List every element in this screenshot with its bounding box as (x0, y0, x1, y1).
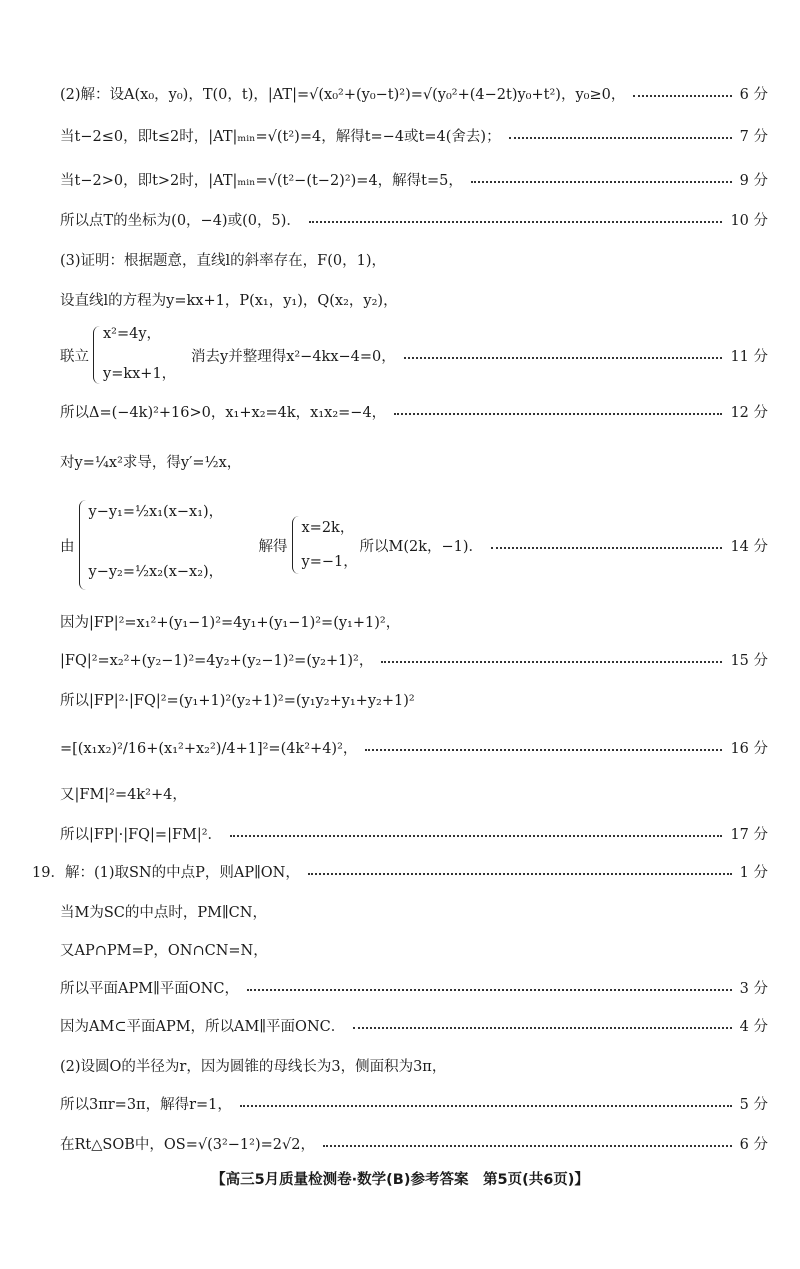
dot-leader (247, 989, 732, 991)
line-text: =[(x₁x₂)²/16+(x₁²+x₂²)/4+1]²=(4k²+4)²， (60, 740, 358, 757)
line-text: 所以平面APM∥平面ONC， (60, 980, 239, 997)
line-text: 当M为SC的中点时，PM∥CN， (60, 904, 267, 921)
score-label: 4 分 (739, 1018, 768, 1035)
answer-line-system (60, 326, 768, 382)
line-text: 19．解：(1)取SN的中点P，则AP∥ON， (32, 864, 300, 881)
answer-line (60, 644, 768, 674)
page-footer: 【高三5月质量检测卷·数学(B)参考答案 第5页(共6页)】 (211, 1172, 589, 1188)
answer-line (60, 972, 768, 1002)
answer-line (60, 284, 768, 314)
solution-1: x=2k， (301, 520, 355, 536)
line-text: 所以点T的坐标为(0，−4)或(0，5)． (60, 212, 301, 229)
line-text: (2)设圆O的半径为r，因为圆锥的母线长为3，侧面积为3π， (60, 1058, 447, 1075)
line-text: 所以M(2k，−1)． (359, 538, 484, 555)
dot-leader (309, 221, 723, 223)
line-text: (2)解：设A(x₀，y₀)，T(0，t)，|AT|=√(x₀²+(y₀−t)²)=√(y₀²+(4−2t)y₀+t²)，y₀≥0， (60, 86, 626, 103)
line-text: (3)证明：根据题意，直线l的斜率存在，F(0，1)， (60, 252, 387, 269)
answer-line (60, 1088, 768, 1118)
line-text: 所以Δ=(−4k)²+16>0，x₁+x₂=4k，x₁x₂=−4， (60, 404, 387, 421)
dot-leader (633, 95, 731, 97)
system-prefix: 联立 (60, 348, 89, 365)
answer-line (60, 732, 768, 762)
score-label: 14 分 (730, 538, 768, 555)
answer-line (60, 684, 768, 714)
line-text: 当t−2≤0，即t≤2时，|AT|ₘᵢₙ=√(t²)=4，解得t=−4或t=4(舍去)； (60, 128, 501, 145)
line-text: 设直线l的方程为y=kx+1，P(x₁，y₁)，Q(x₂，y₂)， (60, 292, 398, 309)
line-text: |FQ|²=x₂²+(y₂−1)²=4y₂+(y₂−1)²=(y₂+1)²， (60, 652, 374, 669)
system-eq-1: x²=4y， (103, 326, 162, 342)
score-label: 15 分 (730, 652, 768, 669)
answer-line (60, 1128, 768, 1158)
score-label: 12 分 (730, 404, 768, 421)
score-label: 11 分 (730, 348, 768, 365)
score-label: 1 分 (739, 864, 768, 881)
line-text: 所以|FP|²·|FQ|²=(y₁+1)²(y₂+1)²=(y₁y₂+y₁+y₂+1)² (60, 692, 415, 709)
solution-2: y=−1， (301, 554, 358, 570)
dot-leader (394, 413, 722, 415)
line-text: 消去y并整理得x²−4kx−4=0， (191, 348, 396, 365)
answer-line (60, 164, 768, 194)
system-prefix: 由 (60, 538, 75, 555)
line-text: 又|FM|²=4k²+4， (60, 786, 187, 803)
score-label: 3 分 (739, 980, 768, 997)
line-text: 又AP∩PM=P，ON∩CN=N， (60, 942, 268, 959)
equation-system (79, 504, 255, 580)
dot-leader (365, 749, 722, 751)
system-eq-2: y=kx+1， (103, 366, 177, 382)
answer-line (60, 446, 768, 476)
left-brace (93, 326, 100, 384)
score-label: 6 分 (739, 1136, 768, 1153)
solve-label: 解得 (258, 538, 288, 555)
dot-leader (353, 1027, 731, 1029)
dot-leader (509, 137, 732, 139)
line-text: 所以3πr=3π，解得r=1， (60, 1096, 232, 1113)
dot-leader (471, 181, 732, 183)
line-text: 因为AM⊂平面APM，所以AM∥平面ONC． (60, 1018, 346, 1035)
line-text: 因为|FP|²=x₁²+(y₁−1)²=4y₁+(y₁−1)²=(y₁+1)²， (60, 614, 401, 631)
answer-line (60, 1010, 768, 1040)
answer-line (60, 934, 768, 964)
answer-line (60, 1050, 768, 1080)
score-label: 5 分 (739, 1096, 768, 1113)
answer-line (60, 896, 768, 926)
dot-leader (323, 1145, 732, 1147)
equation-system (93, 326, 185, 382)
score-label: 9 分 (739, 172, 768, 189)
answer-line (60, 818, 768, 848)
dot-leader (240, 1105, 732, 1107)
line-text: 当t−2>0，即t>2时，|AT|ₘᵢₙ=√(t²−(t−2)²)=4，解得t=5， (60, 172, 463, 189)
dot-leader (230, 835, 722, 837)
answer-line (32, 856, 768, 886)
dot-leader (491, 547, 722, 549)
answer-line (60, 778, 768, 808)
answer-line (60, 120, 768, 150)
score-label: 7 分 (739, 128, 768, 145)
score-label: 10 分 (730, 212, 768, 229)
line-text: 在Rt△SOB中，OS=√(3²−1²)=2√2， (60, 1136, 315, 1153)
dot-leader (308, 873, 732, 875)
solution-system (292, 520, 358, 570)
left-brace (292, 516, 299, 574)
dot-leader (404, 357, 723, 359)
answer-line (60, 396, 768, 426)
line-text: 对y=¼x²求导，得y′=½x， (60, 454, 242, 471)
left-brace (79, 500, 86, 590)
answer-line (60, 204, 768, 234)
dot-leader (381, 661, 722, 663)
answer-line (60, 78, 768, 108)
score-label: 17 分 (730, 826, 768, 843)
score-label: 16 分 (730, 740, 768, 757)
system-eq-1: y−y₁=½x₁(x−x₁)， (88, 504, 224, 520)
score-label: 6 分 (739, 86, 768, 103)
answer-line-system (60, 504, 768, 580)
answer-line (60, 244, 768, 274)
line-text: 所以|FP|·|FQ|=|FM|²． (60, 826, 223, 843)
system-eq-2: y−y₂=½x₂(x−x₂)， (88, 564, 224, 580)
answer-line (60, 606, 768, 636)
